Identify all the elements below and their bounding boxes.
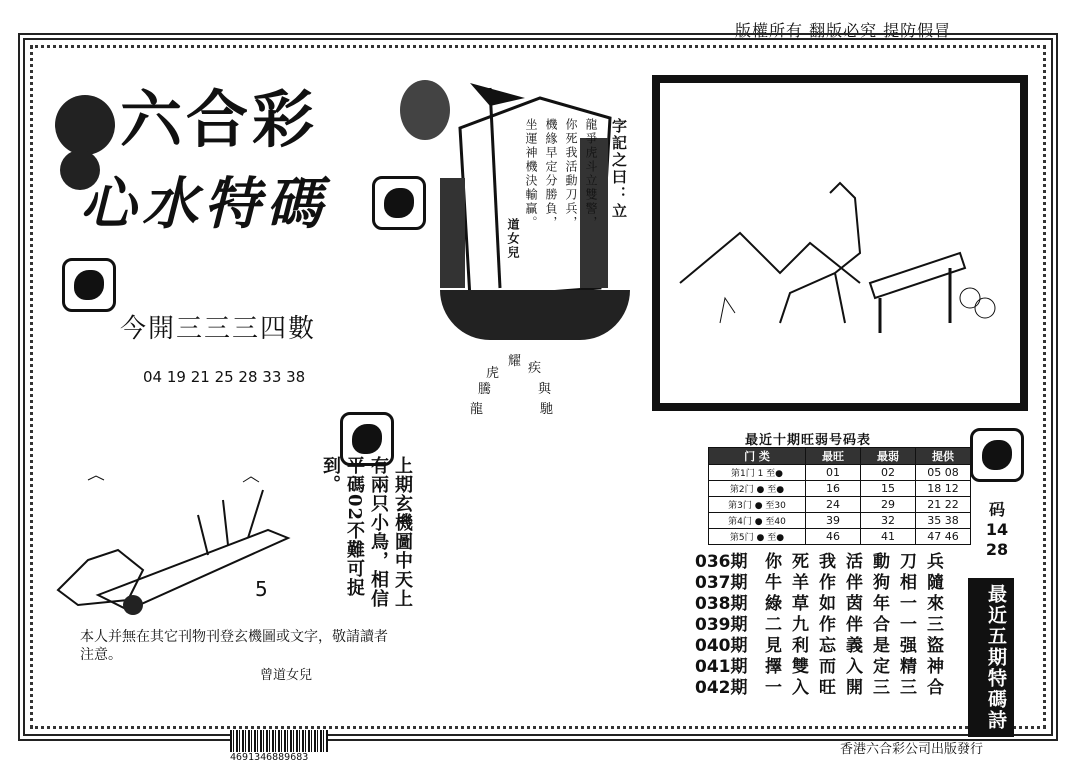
stats-table-title: 最近十期旺弱号码表 <box>745 433 872 448</box>
riddle-char: 與 <box>538 382 552 397</box>
figure-number: 5 <box>255 577 268 601</box>
list-item <box>695 615 954 636</box>
provide-value: 18 12 <box>916 481 971 497</box>
row-label: 第1门 1 至● <box>709 465 806 481</box>
publisher-label: 香港六合彩公司出版發行 <box>840 742 984 757</box>
provide-value: 21 22 <box>916 497 971 513</box>
table-row <box>709 529 971 545</box>
open-info-label: 今開三三三四數 <box>120 314 317 344</box>
side-code-block <box>982 500 1012 560</box>
row-label: 第3门 ● 至30 <box>709 497 806 513</box>
cold-value: 41 <box>861 529 916 545</box>
dog-illustration <box>660 83 1020 403</box>
ship-hull <box>440 290 630 340</box>
notice-signature: 曾道女兒 <box>260 668 313 683</box>
puzzle-picture <box>652 75 1028 411</box>
riddle-char: 馳 <box>540 402 554 417</box>
period-number: 037期 <box>695 573 748 593</box>
riddle-line: 龍爭虎斗立雙警， <box>584 118 598 230</box>
period-number: 042期 <box>695 678 748 698</box>
hot-value: 24 <box>806 497 861 513</box>
barcode-number: 4691346889683 <box>230 752 309 763</box>
decor-blob <box>55 95 115 155</box>
reader-notice: 本人并無在其它刊物刊登玄機圖或文字，敬請讀者注意。 <box>80 629 388 663</box>
list-item <box>695 594 954 615</box>
riddle-char: 虎 <box>486 366 500 381</box>
copyright-notice: 版權所有 翻版必究 提防假冒 <box>735 21 952 40</box>
clue-illustration <box>48 470 308 620</box>
hot-value: 46 <box>806 529 861 545</box>
period-poem: 擇雙而入定精神 <box>765 657 954 677</box>
period-poem: 牛羊作伴狗相隨 <box>765 573 954 593</box>
riddle-signature: 道女兒 <box>506 218 520 260</box>
hot-value: 01 <box>806 465 861 481</box>
list-item <box>695 678 954 699</box>
period-number: 040期 <box>695 636 748 656</box>
period-poem: 綠草如茵年一來 <box>765 594 954 614</box>
table-row <box>709 497 971 513</box>
period-number: 041期 <box>695 657 748 677</box>
row-label: 第4门 ● 至40 <box>709 513 806 529</box>
riddle-char: 耀 <box>508 354 522 369</box>
riddle-heading: 字記之曰：立 <box>610 118 628 220</box>
hot-value: 39 <box>806 513 861 529</box>
page-subtitle: 心水特碼 <box>80 171 328 237</box>
bird-icon <box>62 258 116 312</box>
side-label: 码 <box>988 500 1005 519</box>
riddle-panel <box>488 118 628 308</box>
provide-value: 05 08 <box>916 465 971 481</box>
cold-value: 29 <box>861 497 916 513</box>
riddle-char: 疾 <box>528 361 542 376</box>
riddle-char: 龍 <box>470 402 484 417</box>
stats-table <box>708 447 971 545</box>
provide-value: 35 38 <box>916 513 971 529</box>
cold-value: 02 <box>861 465 916 481</box>
riddle-line: 坐運神機決輸贏。 <box>524 118 538 230</box>
hand-icon <box>970 428 1024 482</box>
barcode <box>230 730 328 752</box>
cold-value: 32 <box>861 513 916 529</box>
col-header: 提供 <box>916 448 971 465</box>
list-item <box>695 636 954 657</box>
col-header: 最弱 <box>861 448 916 465</box>
period-poem-list <box>695 552 954 699</box>
table-header-row <box>709 448 971 465</box>
bird-icon <box>372 176 426 230</box>
cold-value: 15 <box>861 481 916 497</box>
period-poem: 一入旺開三三合 <box>765 678 954 698</box>
table-row <box>709 513 971 529</box>
period-poem: 二九作伴合一三 <box>765 615 954 635</box>
side-number: 28 <box>985 540 1009 559</box>
hot-value: 16 <box>806 481 861 497</box>
period-poem: 見利忘義是强盜 <box>765 636 954 656</box>
period-number: 039期 <box>695 615 748 635</box>
table-row <box>709 465 971 481</box>
row-label: 第5门 ● 至● <box>709 529 806 545</box>
col-header: 门 类 <box>709 448 806 465</box>
period-poem: 你死我活動刀兵 <box>765 552 954 572</box>
riddle-line: 你死我活動刀兵， <box>564 118 578 230</box>
last-period-clue: 上期玄機圖中天上有兩只小鳥，相信平碼02不難可捉到。 <box>320 456 413 608</box>
open-numbers: 04 19 21 25 28 33 38 <box>143 368 306 386</box>
list-item <box>695 657 954 678</box>
side-number: 14 <box>985 520 1009 539</box>
row-label: 第2门 ● 至● <box>709 481 806 497</box>
page-title: 六合彩 <box>120 83 319 156</box>
period-number: 038期 <box>695 594 748 614</box>
riddle-char: 騰 <box>478 382 492 397</box>
col-header: 最旺 <box>806 448 861 465</box>
period-number: 036期 <box>695 552 748 572</box>
list-item <box>695 573 954 594</box>
table-row <box>709 481 971 497</box>
provide-value: 47 46 <box>916 529 971 545</box>
five-period-label: 最近五期特碼詩 <box>968 578 1014 737</box>
list-item <box>695 552 954 573</box>
riddle-line: 機緣早定分勝負， <box>544 118 558 230</box>
